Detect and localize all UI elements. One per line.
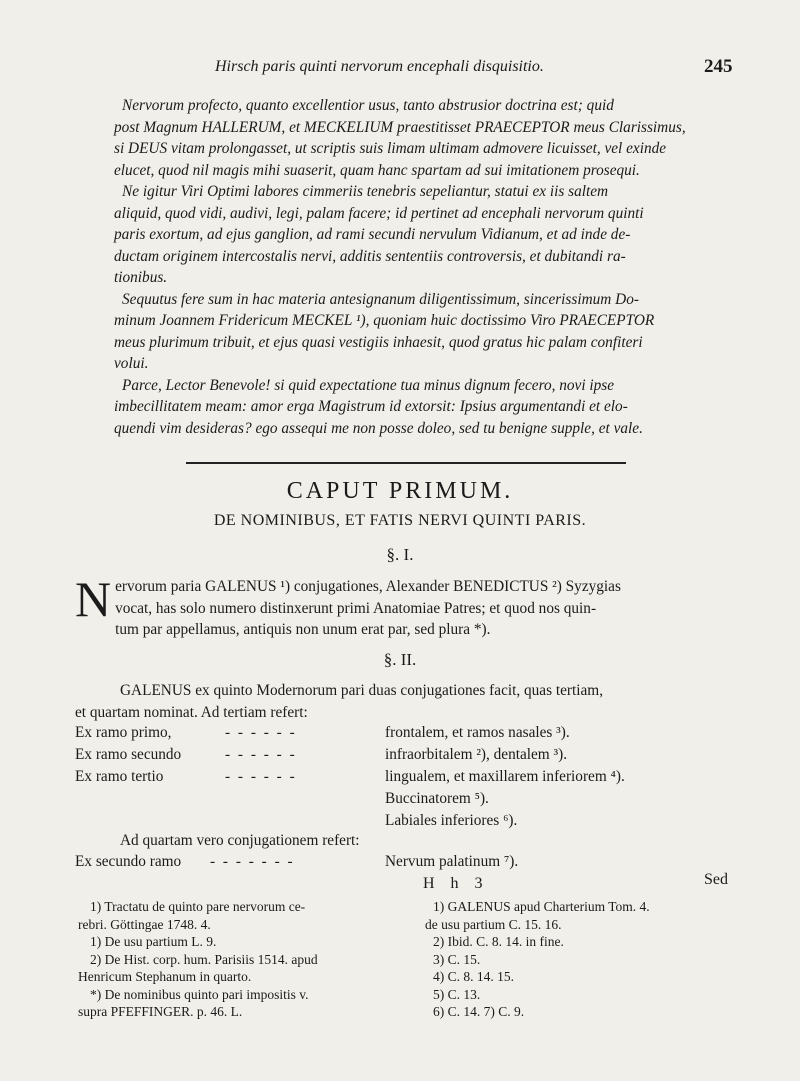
section-2-body	[75, 680, 741, 723]
text-line: Nervorum profecto, quanto excellentior usus, tanto abstrusior doctrina est; quid	[122, 97, 614, 114]
text-line: si DEUS vitam prolongasset, ut scriptis suis limam ultimam admovere licuisset, vel exinde	[114, 140, 667, 157]
section-divider	[186, 462, 626, 464]
preface-text	[114, 95, 738, 439]
signature-mark: H h 3	[423, 875, 489, 892]
footnote-line: 2) Ibid. C. 8. 14. in fine.	[433, 934, 564, 949]
text-line: Ne igitur Viri Optimi labores cimmeriis tenebris sepeliantur, statui ex iis saltem	[122, 183, 609, 200]
preface-paragraph-2	[114, 181, 738, 289]
catchword: Sed	[704, 871, 728, 888]
text-line: post Magnum HALLERUM, et MECKELIUM praestitisset PRAECEPTOR meus Clarissimus,	[114, 118, 686, 136]
running-header	[0, 58, 800, 86]
footnote-line: 1) De usu partium L. 9.	[90, 934, 217, 949]
branch-targets: infraorbitalem ²), dentalem ³).	[385, 746, 568, 763]
preface-paragraph-4	[114, 375, 738, 440]
footnotes-right	[425, 898, 750, 1021]
branch-targets: frontalem, et ramos nasales ³).	[385, 724, 570, 741]
footnote-line: Henricum Stephanum in quarto.	[78, 969, 252, 984]
text-line: tionibus.	[114, 269, 168, 286]
text-line: Sequutus fere sum in hac materia antesignanum diligentissimum, sincerissimum Do-	[122, 290, 639, 308]
section-1-body	[75, 571, 741, 641]
text-line: meus plurimum tribuit, et ejus quasi vestigiis inhaesit, quod gratus hic palam confiteri	[114, 333, 643, 351]
running-title: Hirsch paris quinti nervorum encephali disquisitio.	[215, 58, 544, 75]
branch-row	[75, 724, 741, 746]
branch-targets: Nervum palatinum ⁷).	[385, 853, 519, 870]
branch-row	[75, 812, 741, 834]
footnote-line: 6) C. 14. 7) C. 9.	[433, 1004, 525, 1019]
footnote-line: 1) Tractatu de quinto pare nervorum ce-	[90, 899, 306, 914]
footnotes-left	[78, 898, 403, 1021]
footnote-line: 3) C. 15.	[433, 951, 481, 967]
text-line: ervorum paria GALENUS ¹) conjugationes, Alexander BENEDICTUS ²) Syzygias	[115, 578, 621, 595]
text-line: paris exortum, ad ejus ganglion, ad rami secundi nervulum Vidianum, et ad inde de-	[114, 226, 631, 243]
footnote-line: 5) C. 13.	[433, 986, 481, 1002]
branch-label: Ex ramo primo,	[75, 724, 172, 741]
text-line: imbecillitatem meam: amor erga Magistrum id extorsit: Ipsius argumentandi et elo-	[114, 398, 628, 415]
branch-row	[75, 768, 741, 790]
preface-paragraph-3	[114, 289, 738, 375]
page-number: 245	[704, 56, 733, 77]
footnote-line: 4) C. 8. 14. 15.	[433, 969, 514, 984]
text-line: elucet, quod nil magis mihi suaserit, quam hanc spartam ad sui imitationem prosequi.	[114, 161, 640, 179]
leader-dashes: - - - - - -	[225, 768, 297, 785]
text-line: aliquid, quod vidi, audivi, legi, palam facere; id pertinet ad encephali nervorum quinti	[114, 204, 644, 222]
quartam-intro	[75, 832, 741, 854]
text-line: quendi vim desideras? ego assequi me non posse doleo, sed tu benigne supple, et vale.	[114, 419, 643, 437]
preface-paragraph-1	[114, 95, 738, 181]
footnote-line: rebri. Göttingae 1748. 4.	[78, 916, 211, 932]
footnote-line: *) De nominibus quinto pari impositis v.	[90, 986, 309, 1002]
branch-row	[75, 853, 741, 875]
text-line: minum Joannem Fridericum MECKEL ¹), quoniam huic doctissimo Viro PRAECEPTOR	[114, 312, 655, 329]
branch-row	[75, 790, 741, 812]
text-line: volui.	[114, 355, 149, 372]
footnote-line: supra PFEFFINGER. p. 46. L.	[78, 1004, 243, 1019]
leader-dashes: - - - - - -	[225, 724, 297, 741]
branch-row	[75, 746, 741, 768]
footnote-line: 2) De Hist. corp. hum. Parisiis 1514. apud	[90, 951, 318, 967]
drop-cap: N	[75, 571, 112, 627]
text-line: tum par appellamus, antiquis non unum erat par, sed plura *).	[115, 621, 491, 638]
text-line: GALENUS ex quinto Modernorum pari duas conjugationes facit, quas tertiam,	[120, 682, 604, 699]
text-line: vocat, has solo numero distinxerunt primi Anatomiae Patres; et quod nos quin-	[115, 599, 597, 617]
section-heading-1: §. I.	[386, 545, 414, 564]
text-line: Parce, Lector Benevole! si quid expectatione tua minus dignum fecero, novi ipse	[122, 376, 615, 394]
text-line: et quartam nominat. Ad tertiam refert:	[75, 703, 308, 721]
branch-targets: lingualem, et maxillarem inferiorem ⁴).	[385, 768, 625, 785]
text-line: ductam originem intercostalis nervi, additis sententiis controversis, et dubitandi ra-	[114, 247, 626, 265]
branch-label: Ex secundo ramo	[75, 853, 182, 870]
branch-targets: Labiales inferiores ⁶).	[385, 812, 518, 829]
chapter-title: CAPUT PRIMUM.	[286, 478, 514, 504]
leader-dashes: - - - - - - -	[210, 853, 295, 870]
section-heading-2: §. II.	[383, 650, 417, 669]
branch-label: Ex ramo tertio	[75, 768, 164, 785]
chapter-subtitle: DE NOMINIBUS, ET FATIS NERVI QUINTI PARIS.	[213, 512, 587, 529]
text-line: Ad quartam vero conjugationem refert:	[120, 832, 360, 849]
branch-label: Ex ramo secundo	[75, 746, 182, 763]
leader-dashes: - - - - - -	[225, 746, 297, 763]
footnote-line: de usu partium C. 15. 16.	[425, 916, 562, 932]
footnote-line: 1) GALENUS apud Charterium Tom. 4.	[433, 899, 650, 914]
branch-targets: Buccinatorem ⁵).	[385, 790, 489, 807]
